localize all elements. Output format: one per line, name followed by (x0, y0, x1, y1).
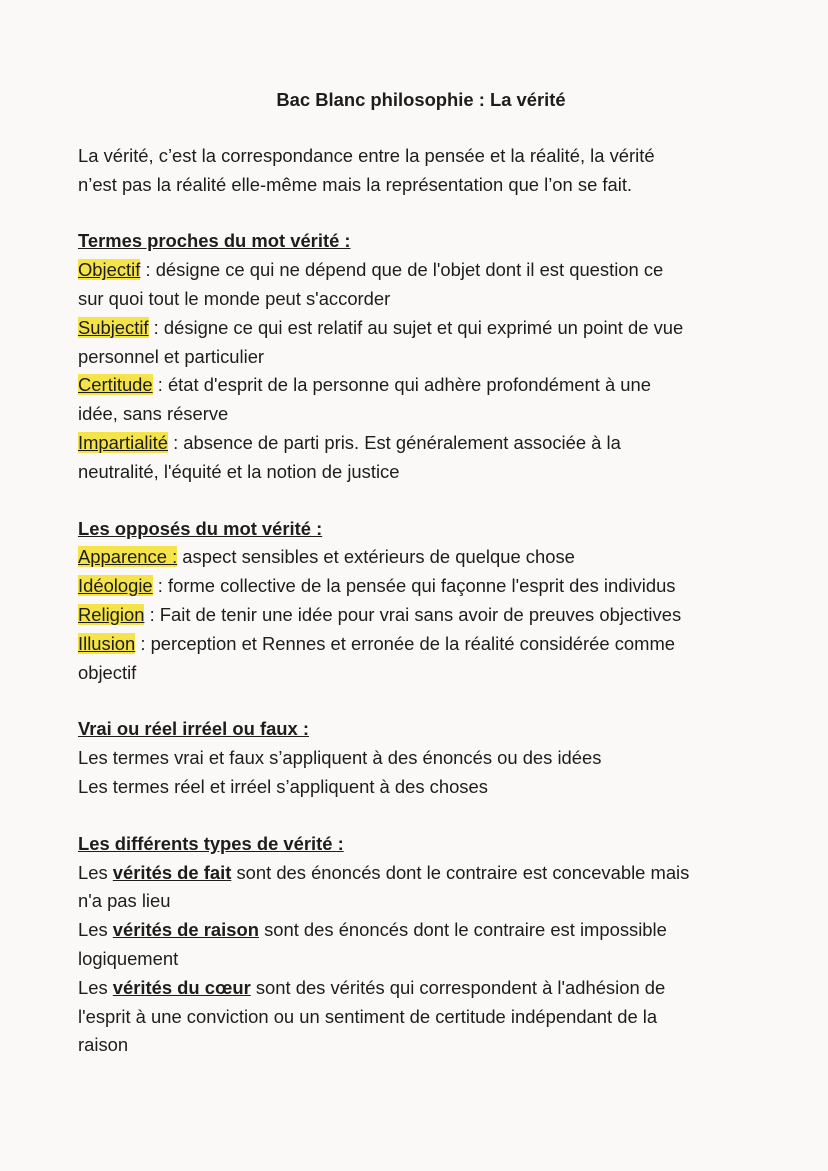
definition-continuation: idée, sans réserve (78, 403, 229, 425)
intro-line: La vérité, c’est la correspondance entre la pensée et la réalité, la vérité (78, 144, 655, 166)
definition-line (78, 572, 800, 601)
intro-paragraph (78, 142, 800, 200)
definition-line (78, 543, 800, 572)
definition-line (78, 630, 800, 659)
definition-line (78, 601, 800, 630)
definition-continuation: sur quoi tout le monde peut s'accorder (78, 287, 391, 309)
highlighted-term: Apparence : (78, 546, 178, 568)
text-line: Les termes réel et irréel s’appliquent à des choses (78, 775, 488, 797)
definition-line (78, 256, 800, 285)
underlined-term: vérités de raison (112, 919, 259, 941)
text-line: Les termes vrai et faux s’appliquent à des énoncés ou des idées (78, 747, 602, 769)
definition-text: : désigne ce qui ne dépend que de l'objet dont il est question ce (140, 259, 664, 281)
definition-continuation: logiquement (78, 947, 179, 969)
highlighted-term: Certitude (78, 374, 153, 396)
highlighted-term: Illusion (78, 632, 136, 654)
section-title: Termes proches du mot vérité : (78, 230, 351, 252)
page-title: Bac Blanc philosophie : La vérité (276, 89, 566, 110)
section-title: Les différents types de vérité : (78, 832, 344, 854)
definition-line (78, 314, 800, 343)
definition-text: sont des énoncés dont le contraire est concevable mais (231, 861, 690, 883)
definition-continuation: n'a pas lieu (78, 890, 171, 912)
definition-text: sont des énoncés dont le contraire est impossible (258, 919, 667, 941)
definition-text: : absence de parti pris. Est généralement associée à la (167, 431, 621, 453)
definition-text: : Fait de tenir une idée pour vrai sans avoir de preuves objectives (144, 603, 682, 625)
definition-text: sont des vérités qui correspondent à l'adhésion de (250, 976, 666, 998)
definition-line (78, 974, 800, 1003)
highlighted-term: Objectif (78, 259, 141, 281)
section-title: Vrai ou réel irréel ou faux : (78, 718, 309, 740)
line-prefix: Les (78, 861, 113, 883)
definition-continuation: l'esprit à une conviction ou un sentiment de certitude indépendant de la (78, 1005, 658, 1027)
section-title: Les opposés du mot vérité : (78, 517, 323, 539)
section-related-terms (78, 227, 800, 486)
line-prefix: Les (78, 919, 113, 941)
definition-text: aspect sensibles et extérieurs de quelque chose (177, 546, 575, 568)
highlighted-term: Religion (78, 603, 145, 625)
highlighted-term: Idéologie (78, 575, 153, 597)
line-prefix: Les (78, 976, 113, 998)
definition-text: : forme collective de la pensée qui façonne l'esprit des individus (152, 575, 676, 597)
definition-line (78, 371, 800, 400)
definition-continuation: neutralité, l'équité et la notion de justice (78, 460, 400, 482)
section-true-real (78, 715, 800, 801)
definition-text: : désigne ce qui est relatif au sujet et qui exprimé un point de vue (148, 316, 684, 338)
highlighted-term: Impartialité (78, 431, 168, 453)
underlined-term: vérités de fait (112, 861, 232, 883)
intro-line: n’est pas la réalité elle-même mais la représentation que l’on se fait. (78, 173, 633, 195)
section-opposites (78, 515, 800, 688)
definition-continuation: personnel et particulier (78, 345, 265, 367)
definition-line (78, 429, 800, 458)
definition-continuation: raison (78, 1034, 129, 1056)
underlined-term: vérités du cœur (112, 976, 251, 998)
definition-line (78, 859, 800, 888)
definition-text: : perception et Rennes et erronée de la réalité considérée comme (135, 632, 676, 654)
highlighted-term: Subjectif (78, 316, 149, 338)
definition-continuation: objectif (78, 661, 137, 683)
definition-text: : état d'esprit de la personne qui adhère profondément à une (152, 374, 651, 396)
definition-line (78, 916, 800, 945)
section-truth-types (78, 830, 800, 1060)
